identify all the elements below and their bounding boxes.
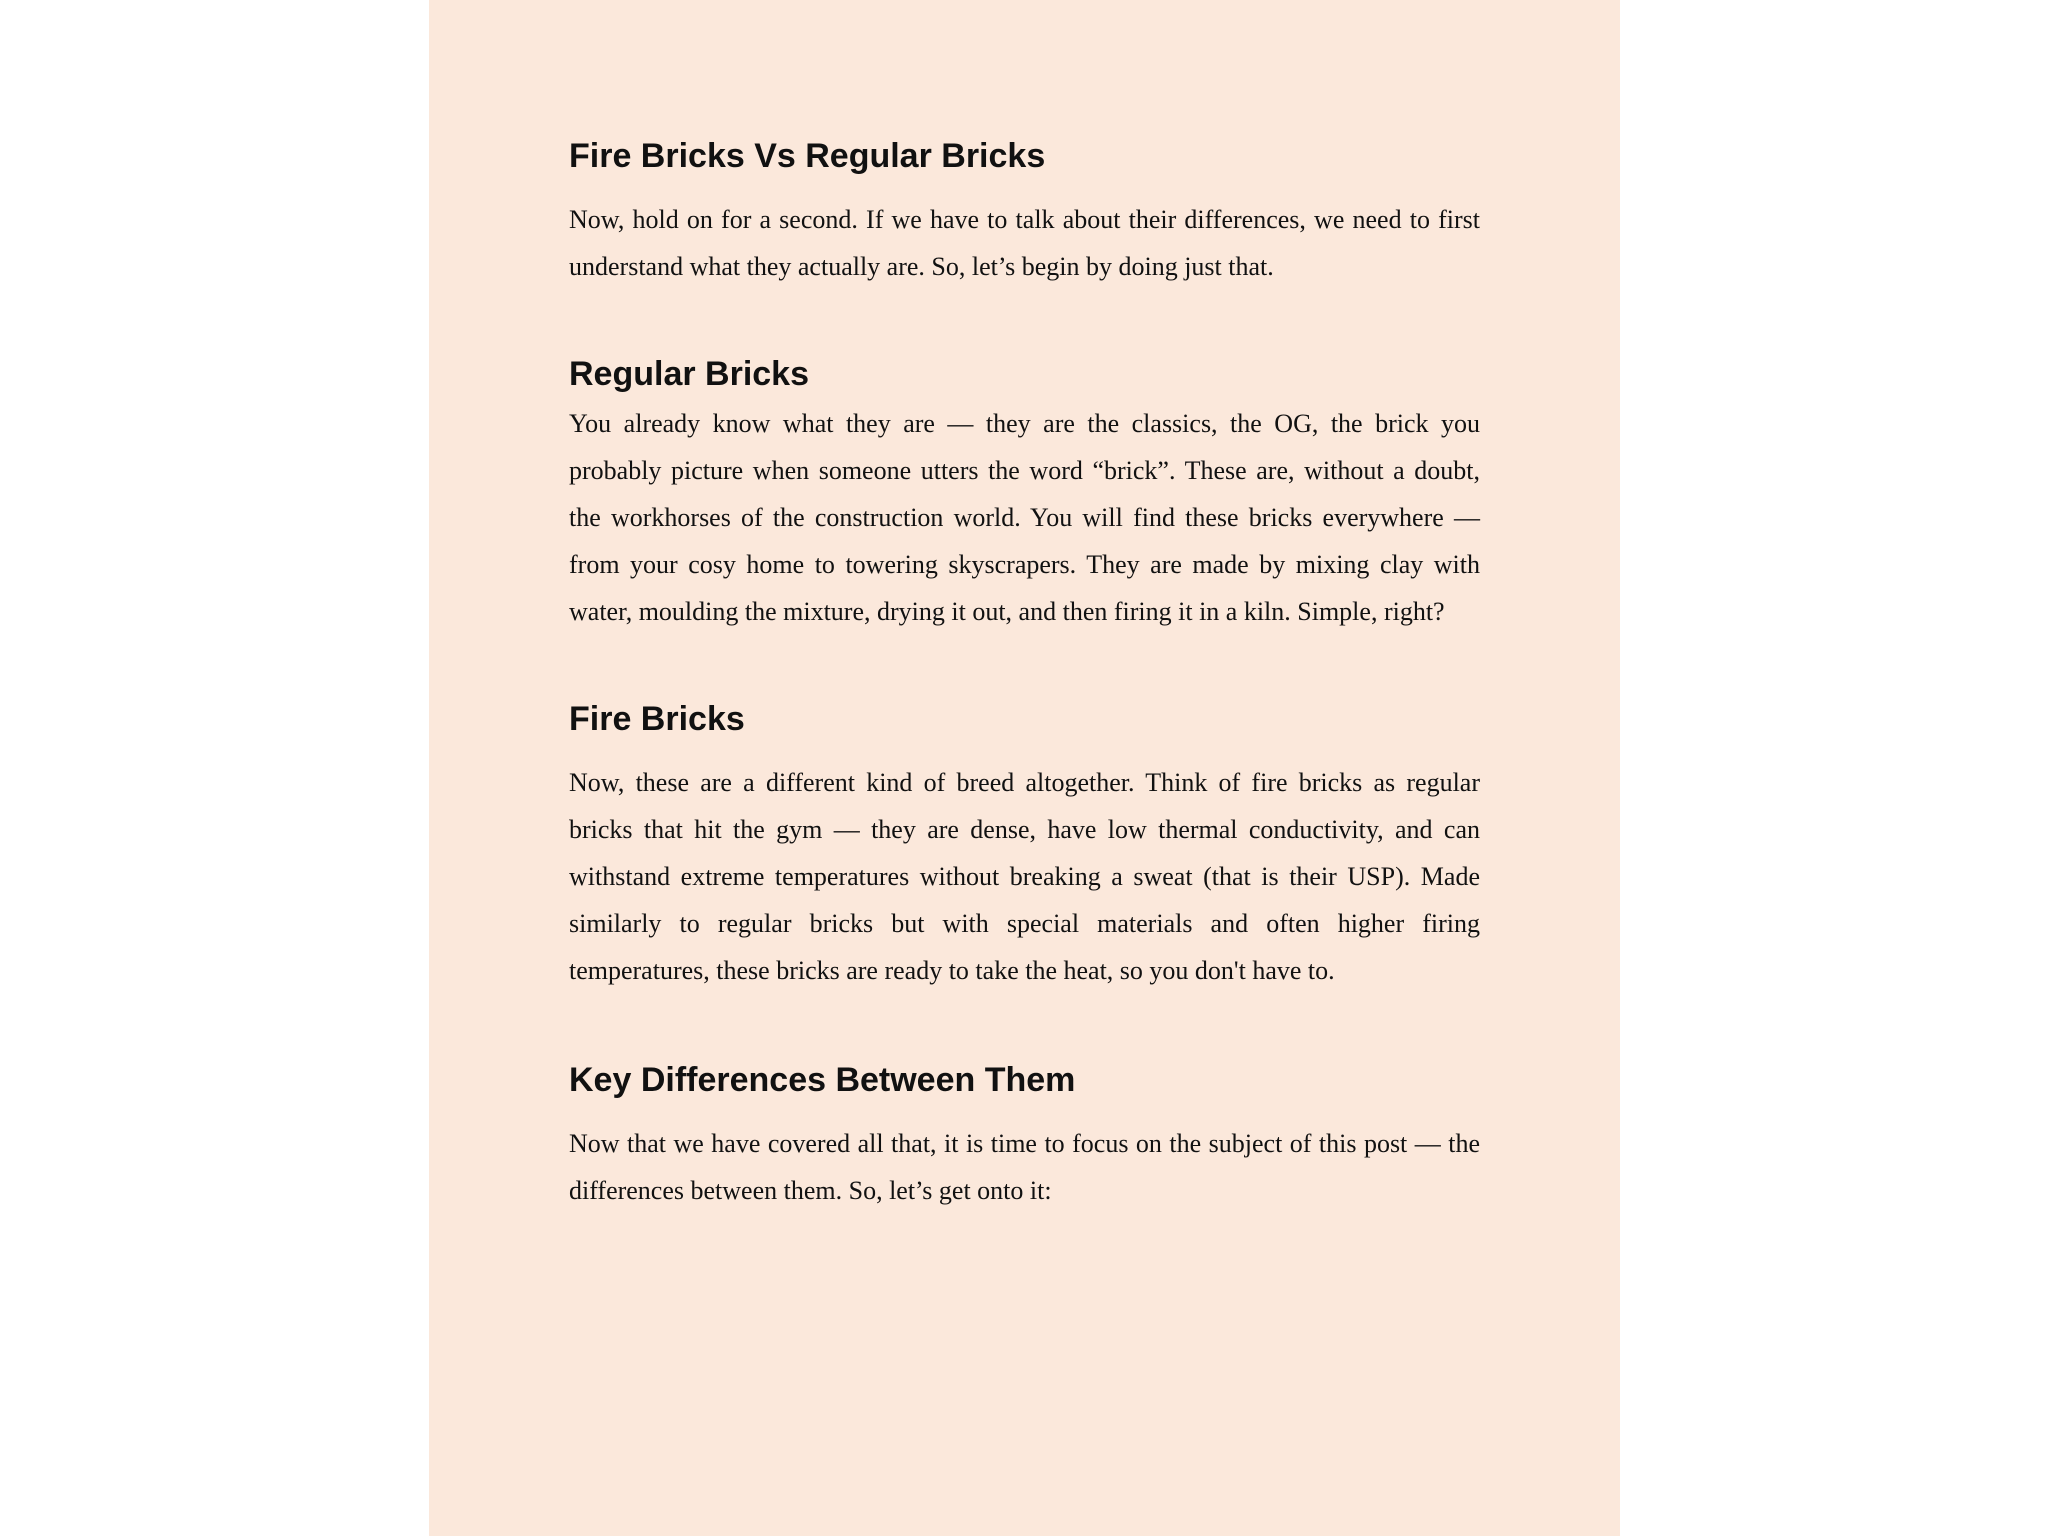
heading-fire-bricks: Fire Bricks: [569, 700, 745, 738]
heading-key-differences: Key Differences Between Them: [569, 1061, 1076, 1099]
paragraph-regular-bricks: You already know what they are — they are the classics, the OG, the brick you probably picture when someone utters the word “brick”. These are, without a doubt, the workhorses of the construction world. You will find these bricks everywhere — from your cosy home to towering skyscrapers. They are made by mixing clay with water, moulding the mixture, drying it out, and then firing it in a kiln. Simple, right?: [569, 409, 1480, 626]
article-body: [569, 136, 1480, 1214]
heading-fire-bricks-vs-regular-bricks: Fire Bricks Vs Regular Bricks: [569, 137, 1046, 175]
paragraph-intro: Now, hold on for a second. If we have to talk about their differences, we need to first understand what they actually are. So, let’s begin by doing just that.: [569, 205, 1480, 281]
heading-regular-bricks: Regular Bricks: [569, 355, 809, 393]
paragraph-fire-bricks: Now, these are a different kind of breed altogether. Think of fire bricks as regular bricks that hit the gym — they are dense, have low thermal conductivity, and can withstand extreme temperatures without breaking a sweat (that is their USP). Made similarly to regular bricks but with special materials and often higher firing temperatures, these bricks are ready to take the heat, so you don't have to.: [569, 768, 1480, 985]
paragraph-key-differences: Now that we have covered all that, it is time to focus on the subject of this post — the differences between them. So, let’s get onto it:: [569, 1129, 1480, 1205]
document-page: [429, 0, 1620, 1536]
